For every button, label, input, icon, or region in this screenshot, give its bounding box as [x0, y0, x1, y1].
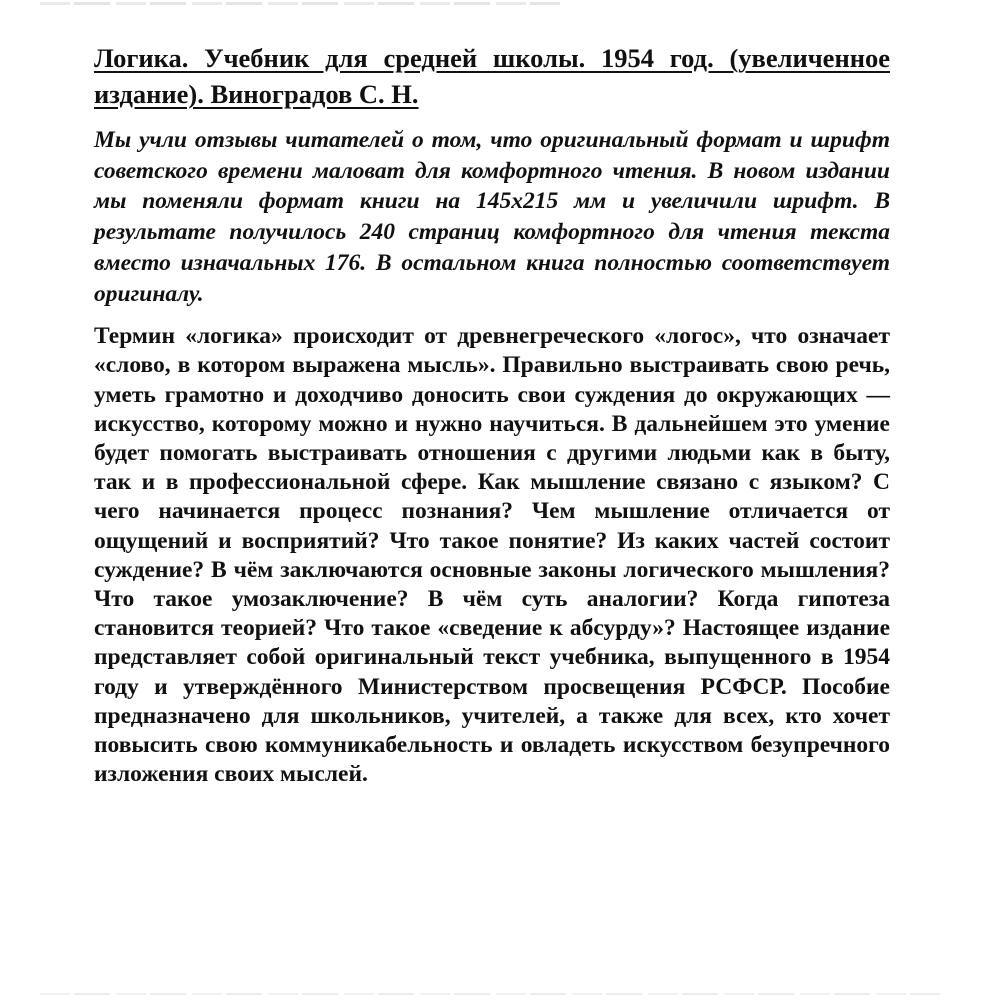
document-page	[94, 40, 890, 789]
edition-notice: Мы учли отзывы читателей о том, что оригинальный формат и шрифт советского времени маловат для комфортного чтения. В новом издании мы поменяли формат книги на 145х215 мм и увеличили шрифт. В результате получилось 240 страниц комфортного для чтения текста вместо изначальных 176. В остальном книга полностью соответствует оригиналу.	[94, 127, 890, 307]
book-description: Термин «логика» происходит от древнегреческого «логос», что означает «слово, в котором выражена мысль». Правильно выстраивать свою речь, уметь грамотно и доходчиво доносить свои суждения до окружающих — искусство, которому можно и нужно научиться. В дальнейшем это умение будет помогать выстраивать отношения с другими людьми как в быту, так и в профессиональной сфере. Как мышление связано с языком? С чего начинается процесс познания? Чем мышление отличается от ощущений и восприятий? Что такое понятие? Из каких частей состоит суждение? В чём заключаются основные законы логического мышления? Что такое умозаключение? В чём суть аналогии? Когда гипотеза становится теорией? Что такое «сведение к абсурду»? Настоящее издание представляет собой оригинальный текст учебника, выпущенного в 1954 году и утверждённого Министерством просвещения РСФСР. Пособие предназначено для школьников, учителей, а также для всех, кто хочет повысить свою коммуникабельность и овладеть искусством безупречного изложения своих мыслей.	[94, 323, 890, 788]
scan-artifact-bottom	[40, 993, 940, 995]
scan-artifact-top	[40, 2, 560, 5]
book-title: Логика. Учебник для средней школы. 1954 год. (увеличенное издание). Виноградов С. Н.	[94, 43, 890, 109]
